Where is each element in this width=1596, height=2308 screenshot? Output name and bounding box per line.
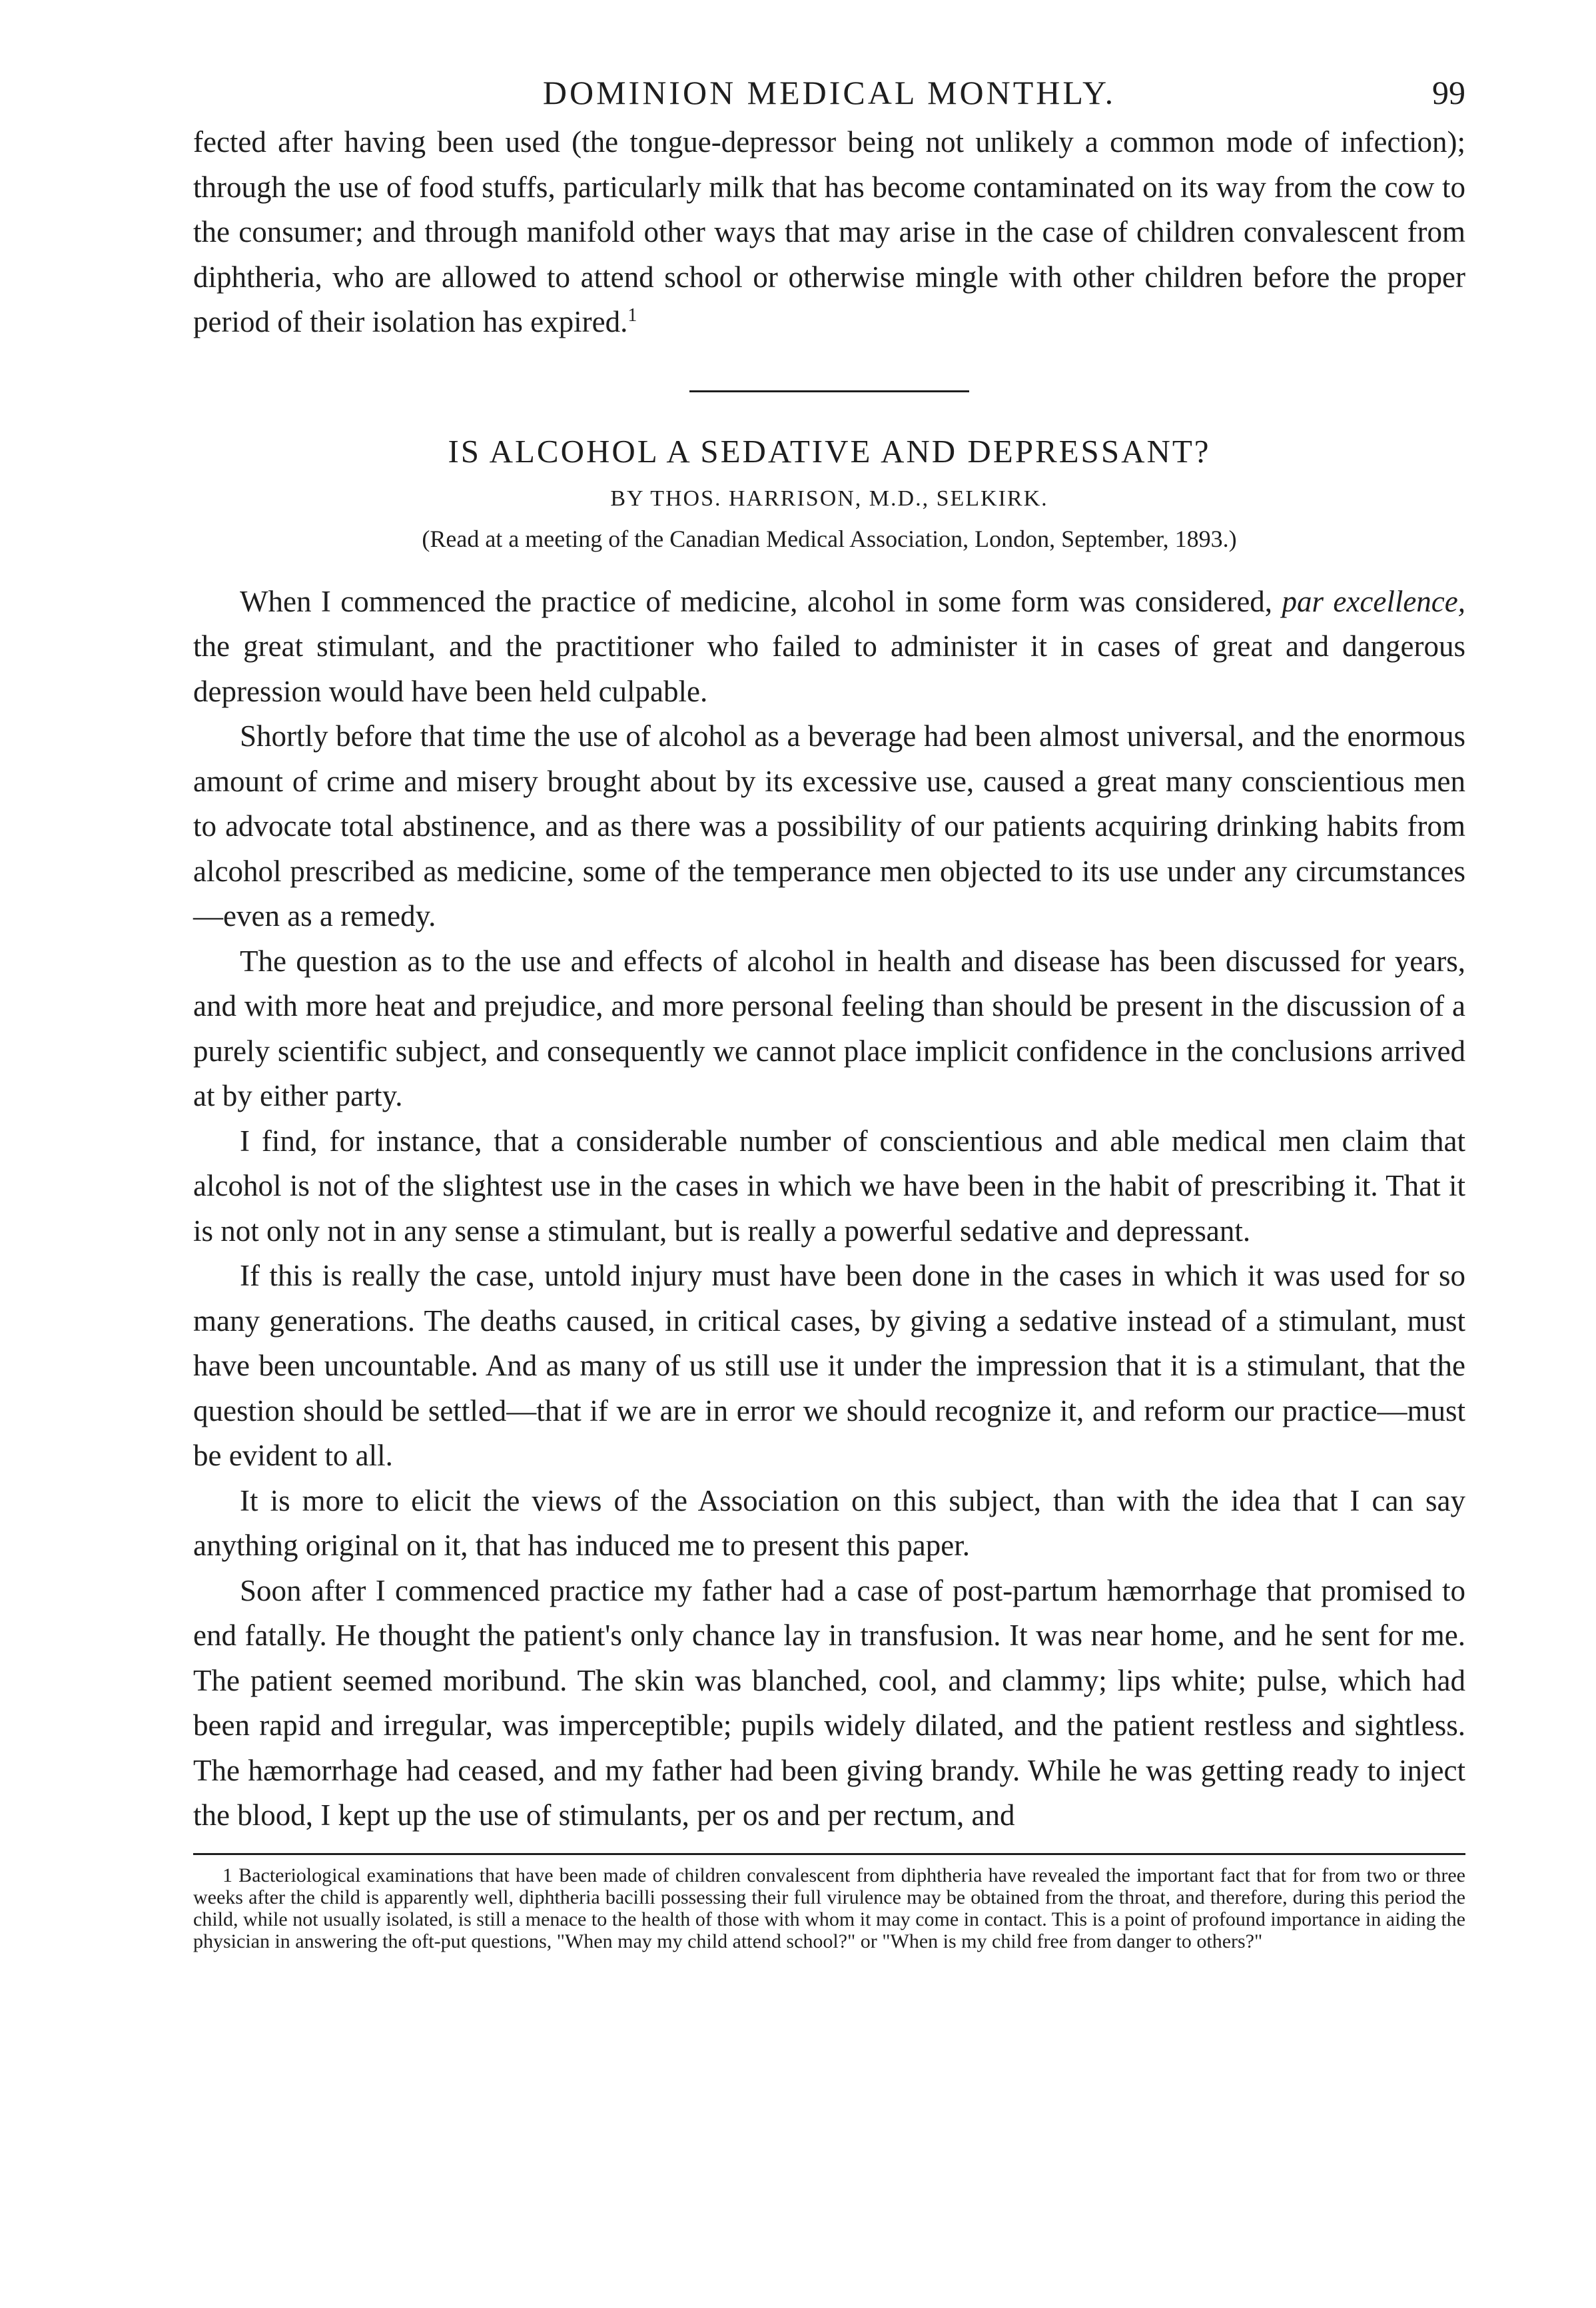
intro-paragraph — [193, 120, 1465, 345]
running-head — [193, 73, 1465, 120]
paragraph-1-italic: par excellence, — [1282, 584, 1465, 618]
footnote-reference: 1 — [627, 305, 637, 326]
article-paragraph-6: It is more to elicit the views of the Association on this subject, than with the idea that I can say anything original on it, that has induced me to present this paper. — [193, 1483, 1465, 1562]
page-number: 99 — [1432, 74, 1465, 111]
article-paragraph-2: Shortly before that time the use of alcohol as a beverage had been almost universal, and the enormous amount of crime and misery brought about by its excessive use, caused a great many conscientious men to advocate total abstinence, and as there was a possibility of our patients acquiring drinking habits from alcohol prescribed as medicine, some of the temperance men objected to its use under any circumstances—even as a remedy. — [193, 719, 1465, 933]
article-title: IS ALCOHOL A SEDATIVE AND DEPRESSANT? — [448, 432, 1211, 470]
footnote — [193, 1864, 1465, 1952]
running-title: DOMINION MEDICAL MONTHLY. — [542, 74, 1116, 111]
journal-page — [193, 73, 1465, 1952]
intro-paragraph-text: fected after having been used (the tongue-depressor being not unlikely a common mode of infection); through the use of food stuffs, particularly milk that has become contaminated on its way from the cow to the consumer; and through manifold other ways that may arise in the case of children convalescent from diphtheria, who are allowed to attend school or otherwise mingle with other children before the proper period of their isolation has expired. — [193, 125, 1465, 338]
paragraph-1-end: the great stimulant, and the practitioner who failed to administer it in cases of great and dangerous depression would have been held culpable. — [193, 629, 1465, 708]
article-paragraph-1 — [193, 579, 1465, 715]
article-paragraph-7: Soon after I commenced practice my father had a case of post-partum hæmorrhage that promised to end fatally. He thought the patient's only chance lay in transfusion. It was near home, and he sent for me. The patient seemed moribund. The skin was blanched, cool, and clammy; lips white; pulse, which had been rapid and irregular, was imperceptible; pupils widely dilated, and the patient restless and sightless. The hæmorrhage had ceased, and my father had been giving brandy. While he was getting ready to inject the blood, I kept up the use of stimulants, per os and per rectum, and — [193, 1573, 1465, 1832]
paragraph-1-start: When I commenced the practice of medicine, alcohol in some form was considered, — [240, 584, 1273, 618]
article-read-note: (Read at a meeting of the Canadian Medical Association, London, September, 1893.) — [422, 525, 1237, 552]
article-byline: BY THOS. HARRISON, M.D., SELKIRK. — [610, 486, 1048, 511]
footnote-rule — [193, 1853, 1465, 1855]
footnote-marker: 1 — [222, 1864, 232, 1886]
footnote-text: Bacteriological examinations that have been made of children convalescent from diphtheria have revealed the important fact that for from two or three weeks after the child is apparently well, diphtheria bacilli possessing their full virulence may be obtained from the throat, and therefore, during this period the child, while not usually isolated, is still a menace to the health of those with whom it may come in contact. This is a point of profound importance in aiding the physician in answering the oft-put questions, "When may my child attend school?" or "When is my child free from danger to others?" — [193, 1864, 1465, 1952]
article-paragraph-3: The question as to the use and effects of alcohol in health and disease has been discussed for years, and with more heat and prejudice, and more personal feeling than should be present in the discussion of a purely scientific subject, and consequently we cannot place implicit confidence in the conclusions arrived at by either party. — [193, 944, 1465, 1112]
article-paragraph-5: If this is really the case, untold injury must have been done in the cases in which it was used for so many generations. The deaths caused, in critical cases, by giving a sedative instead of a stimulant, must have been uncountable. And as many of us still use it under the impression that it is a stimulant, that the question should be settled—that if we are in error we should recognize it, and reform our practice—must be evident to all. — [193, 1259, 1465, 1472]
section-divider — [689, 390, 969, 392]
article-paragraph-4: I find, for instance, that a considerable number of conscientious and able medical men claim that alcohol is not of the slightest use in the cases in which we have been in the habit of prescribing it. That it is not only not in any sense a stimulant, but is really a powerful sedative and depressant. — [193, 1124, 1465, 1248]
